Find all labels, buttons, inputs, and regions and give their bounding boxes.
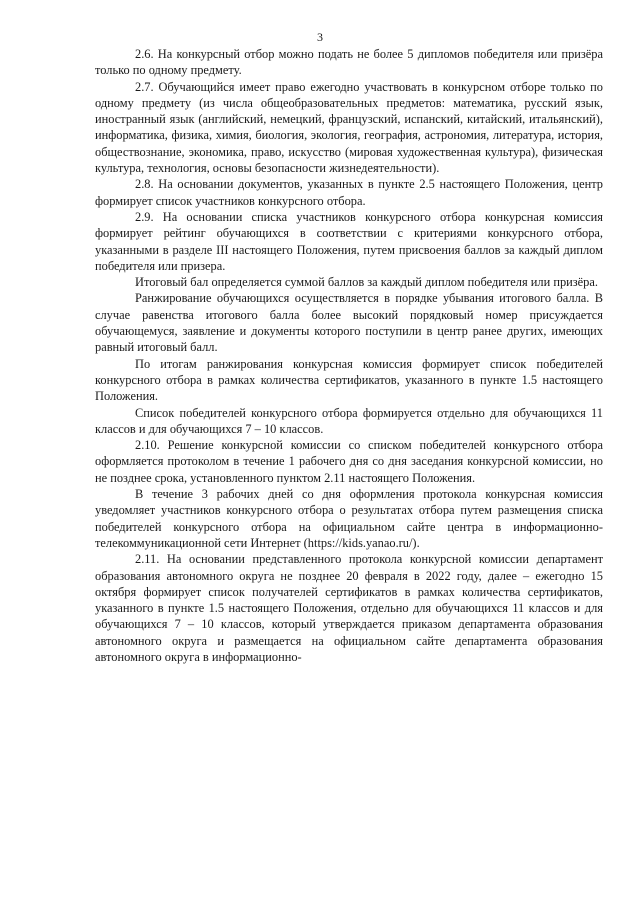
paragraph-final-score: Итоговый бал определяется суммой баллов за каждый диплом победителя или призёра.	[135, 275, 598, 290]
paragraph-2-8: 2.8. На основании документов, указанных в пункте 2.5 настоящего Положения, центр формирует список участников конкурсного отбора.	[95, 177, 603, 208]
paragraph-2-10: 2.10. Решение конкурсной комиссии со списком победителей конкурсного отбора оформляется протоколом в течение 1 рабочего дня со дня заседания конкурсной комиссии, но не позднее срока, установленного пунктом 2.11 настоящего Положения.	[95, 438, 603, 485]
document-body	[95, 46, 603, 665]
paragraph-winners-list: По итогам ранжирования конкурсная комиссия формирует список победителей конкурсного отбора в рамках количества сертификатов, указанного в пункте 1.5 настоящего Положения.	[95, 356, 603, 404]
paragraph-notification: В течение 3 рабочих дней со дня оформления протокола конкурсная комиссия уведомляет участников конкурсного отбора о результатах отбора путем размещения списка победителей конкурсного отбора на официальном сайте центра в информационно-телекоммуникационной сети Интернет (https://kids.yanao.ru/).	[95, 487, 603, 550]
paragraph-separate-lists: Список победителей конкурсного отбора формируется отдельно для обучающихся 11 классов и для обучающихся 7 – 10 классов.	[95, 405, 603, 436]
paragraph-2-7: 2.7. Обучающийся имеет право ежегодно участвовать в конкурсном отборе только по одному предмету (из числа общеобразовательных предметов: математика, русский язык, иностранный язык (английский, немецкий, французский, испанский, китайский, итальянский), информатика, физика, химия, биология, экология, география, астрономия, литература, история, обществознание, экономика, право, искусство (мировая художественная культура), физическая культура, технология, основы безопасности жизнедеятельности).	[95, 79, 603, 176]
paragraph-2-11: 2.11. На основании представленного протокола конкурсной комиссии департамент образования автономного округа не позднее 20 февраля в 2022 году, далее – ежегодно 15 октября формирует список получателей сертификатов в рамках количества сертификатов, указанного в пункте 1.5 настоящего Положения, отдельно для обучающихся 11 классов и для обучающихся 7 – 10 классов, который утверждается приказом департамента образования автономного округа и размещается на официальном сайте департамента образования автономного округа в информационно-	[95, 552, 603, 664]
paragraph-2-6: 2.6. На конкурсный отбор можно подать не более 5 дипломов победителя или призёра только по одному предмету.	[95, 47, 603, 78]
paragraph-2-9: 2.9. На основании списка участников конкурсного отбора конкурсная комиссия формирует рейтинг обучающихся в соответствии с критериями конкурсного отбора, указанными в разделе III настоящего Положения, путем присвоения баллов за каждый диплом победителя или призера.	[95, 209, 603, 273]
page-number: 3	[317, 30, 323, 44]
paragraph-ranking: Ранжирование обучающихся осуществляется в порядке убывания итогового балла. В случае равенства итогового балла более высокий порядковый номер присуждается обучающемуся, заявление и документы которого поступили в центр ранее других, имеющих равный итоговый балл.	[95, 291, 603, 355]
